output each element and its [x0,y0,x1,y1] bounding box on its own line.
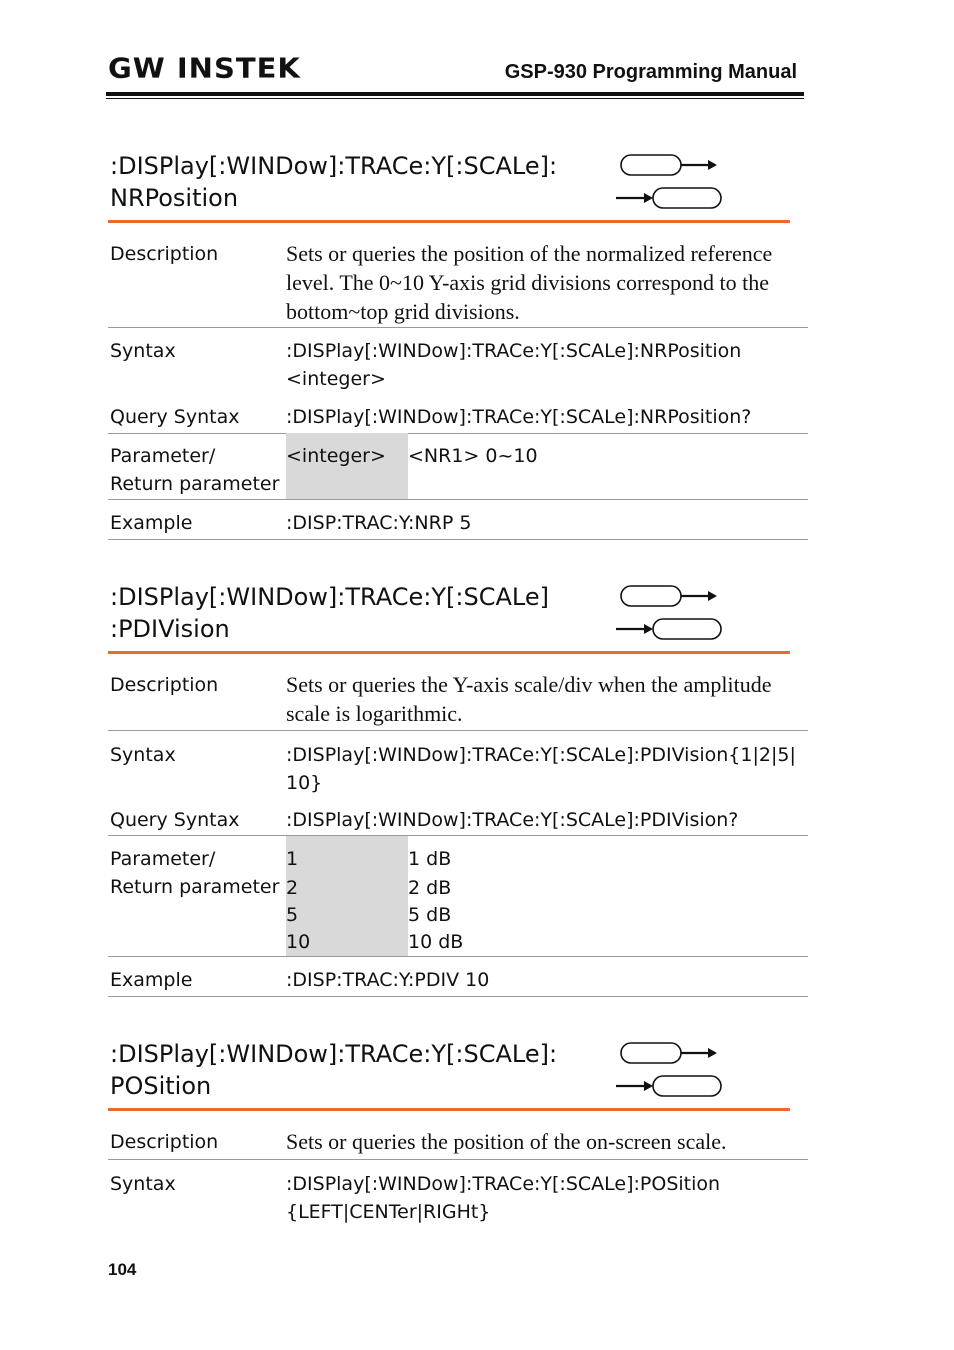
query-command-icon [616,188,721,208]
syntax-label: Syntax [110,1173,176,1195]
parameter-label [110,442,279,498]
parameter-key: 2 [286,877,299,899]
parameter-key: 10 [286,931,311,953]
parameter-key: <integer> [286,445,386,467]
syntax-label: Syntax [110,340,176,362]
syntax-text: :DISPlay[:WINDow]:TRACe:Y[:SCALe]:NRPosition <integer> [286,340,742,390]
command-title-line1: :DISPlay[:WINDow]:TRACe:Y[:SCALe]: [110,1040,558,1068]
parameter-value: 5 dB [408,904,452,926]
description-text: Sets or queries the position of the on-screen scale. [286,1129,727,1154]
query-syntax-label: Query Syntax [110,809,240,831]
manual-title: GSP-930 Programming Manual [504,61,797,83]
description-text: Sets or queries the position of the normalized reference level. The 0~10 Y-axis grid divisions correspond to the bottom~top grid divisions. [286,241,773,324]
query-command-icon [616,619,721,639]
parameter-value: 10 dB [408,931,464,953]
command-section-position [108,1038,808,1238]
command-title-line1: :DISPlay[:WINDow]:TRACe:Y[:SCALe]: [110,152,558,180]
parameter-key: 1 [286,848,299,870]
description-label: Description [110,674,219,696]
command-title-line2: :PDIVision [110,615,230,643]
header-rule [106,92,804,96]
description-text: Sets or queries the Y-axis scale/div when the amplitude scale is logarithmic. [286,672,772,726]
parameter-value: 2 dB [408,877,452,899]
parameter-label [110,845,279,901]
command-title-line2: NRPosition [110,184,239,212]
parameter-label-line2: Return parameter [110,876,280,898]
command-title [110,1038,557,1102]
example-row [108,966,808,997]
parameter-row [108,433,808,500]
query-syntax-row [108,402,808,434]
parameter-row [108,836,808,957]
parameter-label-line1: Parameter/ [110,848,216,870]
section-divider [108,220,790,223]
example-text: :DISP:TRAC:Y:NRP 5 [286,512,472,534]
query-command-icon [616,1076,721,1096]
syntax-text: :DISPlay[:WINDow]:TRACe:Y[:SCALe]:PDIVision{1|2|5| 10} [286,744,796,794]
example-row [108,509,808,540]
parameter-label-line1: Parameter/ [110,445,216,467]
command-title-line1: :DISPlay[:WINDow]:TRACe:Y[:SCALe] [110,583,549,611]
brand-logo: GW INSTEK [108,51,301,85]
command-type-icons [616,584,726,644]
description-row [108,1126,808,1160]
command-type-icons [616,153,726,213]
query-syntax-label: Query Syntax [110,406,240,428]
parameter-key: 5 [286,904,299,926]
example-label: Example [110,969,193,991]
description-label: Description [110,243,219,265]
description-label: Description [110,1131,219,1153]
parameter-value: <NR1> 0~10 [408,445,538,467]
syntax-row [108,739,808,795]
command-section-pdivision [108,581,808,1001]
example-label: Example [110,512,193,534]
section-divider [108,651,790,654]
example-text: :DISP:TRAC:Y:PDIV 10 [286,969,490,991]
syntax-row [108,335,808,391]
query-syntax-text: :DISPlay[:WINDow]:TRACe:Y[:SCALe]:PDIVision? [286,809,739,831]
set-command-icon [621,155,717,175]
command-section-nrposition [108,150,808,550]
query-syntax-text: :DISPlay[:WINDow]:TRACe:Y[:SCALe]:NRPosition? [286,406,752,428]
set-command-icon [621,1043,717,1063]
header-rule-thin [106,98,804,99]
command-type-icons [616,1041,726,1101]
syntax-label: Syntax [110,744,176,766]
set-command-icon [621,586,717,606]
command-title [110,581,549,645]
description-row [108,669,808,731]
section-divider [108,1108,790,1111]
syntax-text: :DISPlay[:WINDow]:TRACe:Y[:SCALe]:POSition {LEFT|CENTer|RIGHt} [286,1173,721,1223]
command-title [110,150,557,214]
description-row [108,238,808,328]
command-title-line2: POSition [110,1072,212,1100]
syntax-row [108,1168,808,1224]
parameter-value: 1 dB [408,848,452,870]
parameter-label-line2: Return parameter [110,473,280,495]
page-number: 104 [108,1260,137,1279]
query-syntax-row [108,805,808,836]
